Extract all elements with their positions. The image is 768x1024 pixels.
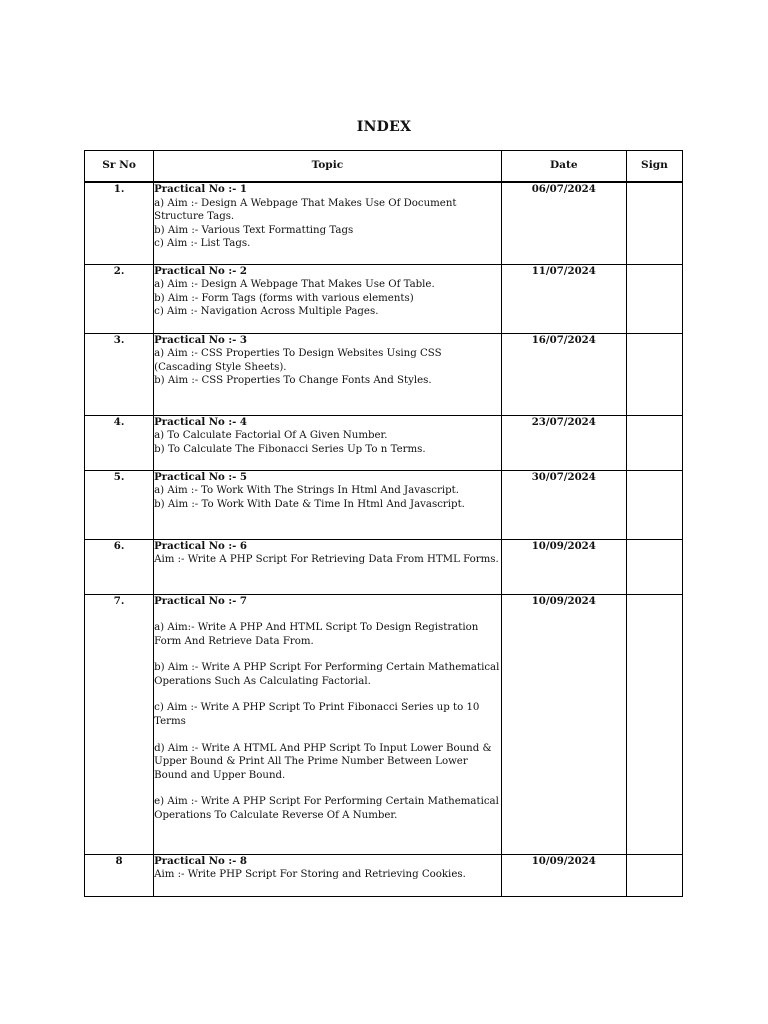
sr-no-cell: 2. [85,264,154,333]
sign-cell [626,854,682,896]
table-row [85,264,683,333]
sr-no-cell: 6. [85,539,154,594]
sign-cell [626,264,682,333]
date-cell: 06/07/2024 [501,182,626,264]
date-cell: 23/07/2024 [501,415,626,470]
aim-text: a) To Calculate Factorial Of A Given Number. [154,430,388,442]
sign-cell [626,415,682,470]
practical-title: Practical No :- 7 [154,594,248,607]
aim-text: b) Aim :- Various Text Formatting Tags [154,224,354,236]
topic-cell [154,854,502,896]
practical-title: Practical No :- 5 [154,470,248,483]
topic-cell [154,264,502,333]
date-cell: 10/09/2024 [501,854,626,896]
table-row [85,415,683,470]
aim-text: Aim :- Write A PHP Script For Retrieving Data From HTML Forms. [154,554,499,566]
topic-cell [154,182,502,264]
date-cell: 30/07/2024 [501,470,626,539]
sr-no-cell: 4. [85,415,154,470]
aim-text: c) Aim :- Navigation Across Multiple Pages. [154,306,379,318]
sign-cell [626,470,682,539]
aim-text: a) Aim:- Write A PHP And HTML Script To Design Registration Form And Retrieve Data From. [154,622,479,647]
aim-text: a) Aim :- CSS Properties To Design Websites Using CSS (Cascading Style Sheets). [154,348,442,373]
sr-no-cell: 7. [85,594,154,854]
topic-cell [154,415,502,470]
aim-text: a) Aim :- Design A Webpage That Makes Use Of Document Structure Tags. [154,197,457,223]
table-row [85,470,683,539]
header-topic: Topic [154,151,502,183]
date-cell: 10/09/2024 [501,594,626,854]
aim-text: b) Aim :- Form Tags (forms with various elements) [154,292,414,304]
date-cell: 11/07/2024 [501,264,626,333]
aim-text: b) Aim :- CSS Properties To Change Fonts And Styles. [154,375,432,387]
topic-cell [154,594,502,854]
practical-title: Practical No :- 4 [154,415,248,428]
topic-cell [154,333,502,415]
aim-text: a) Aim :- Design A Webpage That Makes Use Of Table. [154,279,435,291]
sr-no-cell: 5. [85,470,154,539]
aim-text: d) Aim :- Write A HTML And PHP Script To Input Lower Bound & Upper Bound & Print All The Prime Number Between Lower Bound and Upper Bound. [154,742,492,781]
practical-title: Practical No :- 8 [154,854,248,867]
aim-text: a) Aim :- To Work With The Strings In Html And Javascript. [154,485,459,497]
header-sr-no: Sr No [85,151,154,183]
aim-text: b) Aim :- Write A PHP Script For Performing Certain Mathematical Operations Such As Calculating Factorial. [154,662,500,687]
sign-cell [626,182,682,264]
sr-no-cell: 3. [85,333,154,415]
page-title: INDEX [356,119,412,135]
table-row [85,539,683,594]
aim-text: b) Aim :- To Work With Date & Time In Html And Javascript. [154,498,465,510]
practical-title: Practical No :- 2 [154,264,248,277]
aim-text: Aim :- Write PHP Script For Storing and Retrieving Cookies. [154,869,466,881]
table-row [85,182,683,264]
sr-no-cell: 1. [85,182,154,264]
aim-text: c) Aim :- List Tags. [154,238,251,250]
sign-cell [626,539,682,594]
table-row [85,854,683,896]
table-row [85,594,683,854]
aim-text: c) Aim :- Write A PHP Script To Print Fibonacci Series up to 10 Terms [154,702,480,728]
sr-no-cell: 8 [85,854,154,896]
practical-title: Practical No :- 1 [154,183,248,195]
topic-cell [154,539,502,594]
sign-cell [626,333,682,415]
table-row [85,333,683,415]
header-row [85,151,683,183]
aim-text: e) Aim :- Write A PHP Script For Performing Certain Mathematical Operations To Calculate Reverse Of A Number. [154,796,499,822]
topic-cell [154,470,502,539]
sign-cell [626,594,682,854]
practical-title: Practical No :- 6 [154,539,248,552]
date-cell: 10/09/2024 [501,539,626,594]
header-sign: Sign [626,151,682,183]
index-table [84,150,683,897]
date-cell: 16/07/2024 [501,333,626,415]
aim-text: b) To Calculate The Fibonacci Series Up To n Terms. [154,443,426,455]
header-date: Date [501,151,626,183]
practical-title: Practical No :- 3 [154,333,248,346]
